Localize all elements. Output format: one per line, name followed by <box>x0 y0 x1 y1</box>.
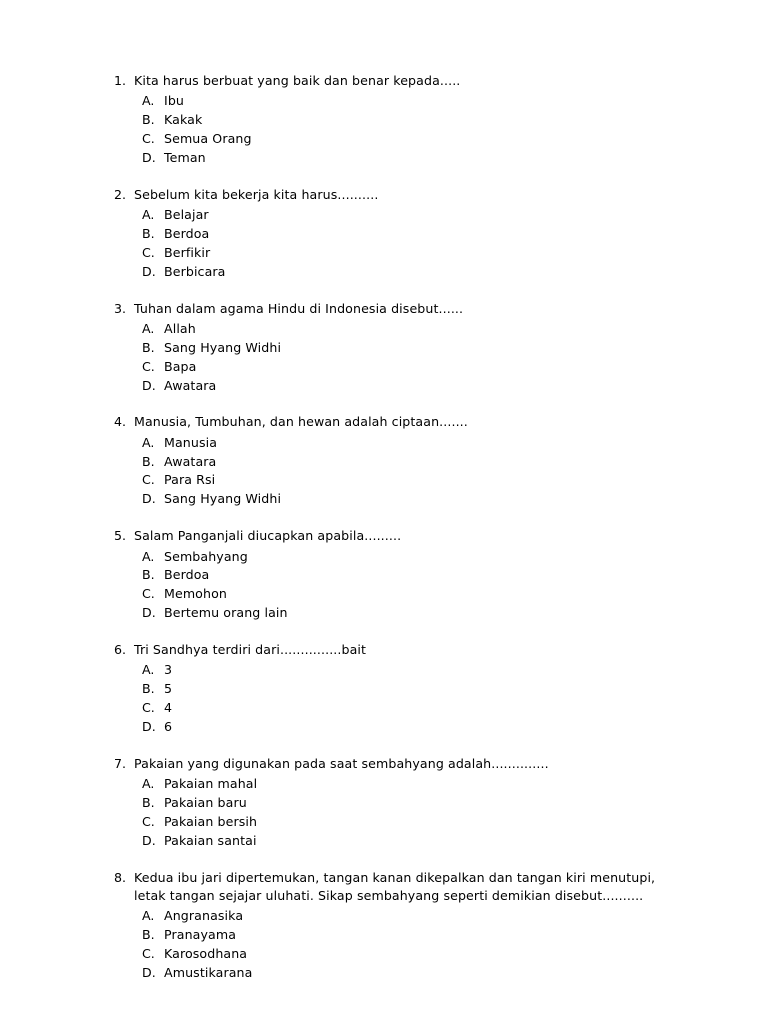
option-row[interactable] <box>142 718 680 737</box>
option-text: Sang Hyang Widhi <box>164 339 282 355</box>
option-text: 5 <box>164 681 173 697</box>
option-text: Pakaian baru <box>164 795 247 811</box>
option-text: Awatara <box>164 453 217 469</box>
option-letter: A. <box>142 776 155 792</box>
option-letter: D. <box>142 377 156 393</box>
option-letter: D. <box>142 491 156 507</box>
question-text: Tuhan dalam agama Hindu di Indonesia disebut...... <box>134 300 464 316</box>
option-letter: C. <box>142 244 155 260</box>
option-letter: B. <box>142 927 155 943</box>
option-row[interactable] <box>142 225 680 244</box>
option-text: Pakaian santai <box>164 832 257 848</box>
option-text: Teman <box>164 149 206 165</box>
option-row[interactable] <box>142 964 680 983</box>
option-letter: C. <box>142 131 155 147</box>
question-block <box>110 72 680 168</box>
option-row[interactable] <box>142 945 680 964</box>
question-block <box>110 186 680 282</box>
question-number: 1. <box>113 73 126 88</box>
option-text: Kakak <box>164 112 203 128</box>
multiple-choice-question-list <box>110 72 680 983</box>
option-letter: A. <box>142 434 155 450</box>
option-list <box>110 206 680 282</box>
option-list <box>110 434 680 510</box>
option-row[interactable] <box>142 244 680 263</box>
option-list <box>110 907 680 983</box>
option-text: Bapa <box>164 358 197 374</box>
question-text: Pakaian yang digunakan pada saat sembahyang adalah.............. <box>134 755 549 771</box>
option-letter: A. <box>142 207 155 223</box>
option-row[interactable] <box>142 471 680 490</box>
option-letter: B. <box>142 225 155 241</box>
option-text: Awatara <box>164 377 217 393</box>
option-row[interactable] <box>142 794 680 813</box>
option-row[interactable] <box>142 149 680 168</box>
option-letter: B. <box>142 453 155 469</box>
option-list <box>110 92 680 168</box>
option-letter: C. <box>142 813 155 829</box>
question-block <box>110 641 680 737</box>
option-letter: D. <box>142 718 156 734</box>
option-letter: A. <box>142 320 155 336</box>
option-letter: C. <box>142 945 155 961</box>
option-text: 6 <box>164 718 173 734</box>
question-text: Kita harus berbuat yang baik dan benar kepada..... <box>134 73 461 88</box>
option-letter: A. <box>142 93 155 109</box>
option-text: 3 <box>164 662 173 678</box>
option-text: Amustikarana <box>164 964 253 980</box>
option-row[interactable] <box>142 832 680 851</box>
option-letter: B. <box>142 795 155 811</box>
option-letter: A. <box>142 908 155 924</box>
option-letter: B. <box>142 112 155 128</box>
question-block <box>110 300 680 396</box>
option-row[interactable] <box>142 453 680 472</box>
question-text: Sebelum kita bekerja kita harus.......... <box>134 186 379 202</box>
option-letter: B. <box>142 339 155 355</box>
option-text: Ibu <box>164 93 184 109</box>
option-text: Allah <box>164 320 196 336</box>
question-number: 4. <box>113 414 126 430</box>
option-row[interactable] <box>142 339 680 358</box>
question-row <box>110 300 680 318</box>
question-text: Kedua ibu jari dipertemukan, tangan kanan dikepalkan dan tangan kiri menutupi, letak tangan sejajar uluhati. Sikap sembahyang seperti demikian disebut.......... <box>134 869 656 903</box>
question-text: Tri Sandhya terdiri dari...............bait <box>134 642 367 658</box>
question-number: 5. <box>113 528 126 544</box>
option-row[interactable] <box>142 585 680 604</box>
option-row[interactable] <box>142 92 680 111</box>
option-text: Angranasika <box>164 908 244 924</box>
option-text: Pakaian bersih <box>164 813 258 829</box>
option-text: Karosodhana <box>164 945 248 961</box>
option-row[interactable] <box>142 907 680 926</box>
question-text: Salam Panganjali diucapkan apabila......... <box>134 528 402 544</box>
option-row[interactable] <box>142 358 680 377</box>
question-row <box>110 641 680 659</box>
option-letter: A. <box>142 662 155 678</box>
option-row[interactable] <box>142 680 680 699</box>
option-row[interactable] <box>142 699 680 718</box>
question-number: 2. <box>113 186 126 202</box>
option-letter: C. <box>142 358 155 374</box>
option-letter: C. <box>142 586 155 602</box>
question-row <box>110 869 680 906</box>
option-row[interactable] <box>142 661 680 680</box>
option-letter: C. <box>142 700 155 716</box>
option-row[interactable] <box>142 813 680 832</box>
option-text: Sembahyang <box>164 548 248 564</box>
option-list <box>110 548 680 624</box>
option-text: Memohon <box>164 586 227 602</box>
option-text: Bertemu orang lain <box>164 605 288 621</box>
question-row <box>110 527 680 545</box>
option-letter: D. <box>142 832 156 848</box>
question-number: 6. <box>113 642 126 658</box>
option-letter: A. <box>142 548 155 564</box>
option-row[interactable] <box>142 377 680 396</box>
option-list <box>110 661 680 737</box>
option-text: Pakaian mahal <box>164 776 258 792</box>
option-text: Berfikir <box>164 244 211 260</box>
option-row[interactable] <box>142 320 680 339</box>
option-row[interactable] <box>142 604 680 623</box>
option-row[interactable] <box>142 490 680 509</box>
question-block <box>110 869 680 983</box>
option-letter: C. <box>142 472 155 488</box>
option-text: Sang Hyang Widhi <box>164 491 282 507</box>
question-block <box>110 755 680 851</box>
option-text: Berbicara <box>164 263 226 279</box>
option-row[interactable] <box>142 775 680 794</box>
question-row <box>110 755 680 773</box>
question-text: Manusia, Tumbuhan, dan hewan adalah ciptaan....... <box>134 414 468 430</box>
option-letter: D. <box>142 964 156 980</box>
option-letter: B. <box>142 567 155 583</box>
option-text: Para Rsi <box>164 472 216 488</box>
question-block <box>110 413 680 509</box>
option-letter: B. <box>142 681 155 697</box>
option-list <box>110 775 680 851</box>
question-number: 7. <box>113 755 126 771</box>
option-row[interactable] <box>142 111 680 130</box>
option-letter: D. <box>142 263 156 279</box>
question-block <box>110 527 680 623</box>
option-text: Berdoa <box>164 225 210 241</box>
option-text: Pranayama <box>164 927 237 943</box>
option-row[interactable] <box>142 263 680 282</box>
option-row[interactable] <box>142 926 680 945</box>
option-row[interactable] <box>142 434 680 453</box>
option-text: 4 <box>164 700 173 716</box>
option-row[interactable] <box>142 548 680 567</box>
option-list <box>110 320 680 396</box>
question-number: 8. <box>113 869 126 885</box>
option-letter: D. <box>142 149 156 165</box>
option-text: Berdoa <box>164 567 210 583</box>
question-row <box>110 186 680 204</box>
question-row <box>110 72 680 90</box>
option-row[interactable] <box>142 566 680 585</box>
option-row[interactable] <box>142 206 680 225</box>
question-number: 3. <box>113 300 126 316</box>
option-letter: D. <box>142 605 156 621</box>
option-text: Manusia <box>164 434 218 450</box>
option-row[interactable] <box>142 130 680 149</box>
option-text: Belajar <box>164 207 209 223</box>
question-row <box>110 413 680 431</box>
option-text: Semua Orang <box>164 131 252 147</box>
